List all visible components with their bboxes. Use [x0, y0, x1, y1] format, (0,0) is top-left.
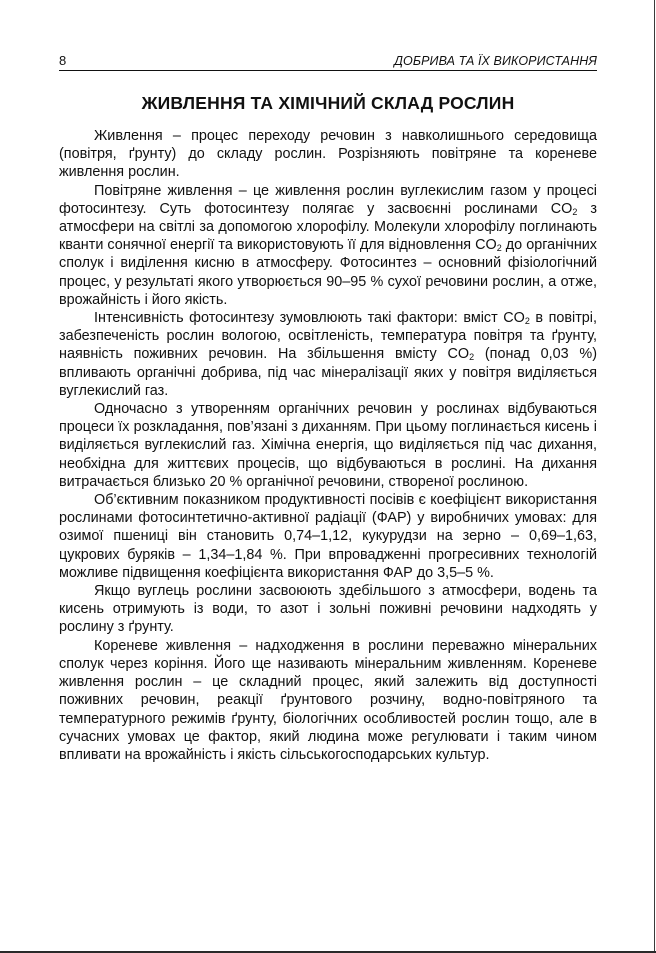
paragraph-6: Якщо вуглець рослини засвоюють здебільшого з атмосфери, водень та кисень отримують із води, то азот і зольні поживні речовини надходять у рослину з ґрунту.: [59, 583, 597, 636]
co2-subscript: 2: [572, 206, 578, 217]
paragraph-1: Живлення – процес переходу речовин з навколишнього середовища (повітря, ґрунту) до складу рослин. Розрізняють повітряне та кореневе живлення рослин.: [59, 128, 597, 181]
paragraph-2-part-3: до органічних сполук і виділення кисню в атмосферу. Фотосинтез – основний фізіологічний процес, у результаті якого утворюється 90–95 % сухої речовини рослин, а отже, врожайність і його якість.: [59, 237, 597, 308]
co2-subscript: 2: [524, 316, 530, 327]
paragraph-3-part-3: (понад 0,03 %) впливають органічні добрива, під час мінералізації яких у повітря виділяється вуглекислий газ.: [59, 346, 598, 399]
paragraph-2-part-1: Повітряне живлення – це живлення рослин вуглекислим газом у процесі фотосинтезу. Суть фотосинтезу полягає у засвоєнні рослинами CO: [59, 182, 597, 217]
paragraph-2: [59, 182, 597, 309]
paragraph-4: Одночасно з утворенням органічних речовин у рослинах відбуваються процеси їх розкладання, пов’язані з диханням. При цьому поглинається кисень і виділяється вуглекислий газ. Хімічна енергія, що виділяється під час дихання, необхідна для життєвих процесів, що відбуваються в рослині. На дихання витрачається близько 20 % органічної речовини, створеної рослиною.: [59, 401, 597, 490]
paragraph-2-part-2: з атмосфери на світлі за допомогою хлорофілу. Молекули хлорофілу поглинають кванти сонячної енергії та використовують її для відновлення CO: [59, 200, 597, 254]
running-title: ДОБРИВА ТА ЇХ ВИКОРИСТАННЯ: [394, 54, 597, 68]
page-edge-right: [654, 0, 655, 953]
paragraph-3-part-1: Інтенсивність фотосинтезу зумовлюють такі фактори: вміст CO: [94, 310, 525, 327]
body-text: [59, 127, 597, 764]
paragraph-3: [59, 309, 597, 400]
page-header: [59, 51, 597, 71]
paragraph-5: Об’єктивним показником продуктивності посівів є коефіцієнт використання рослинами фотосинтетично-активної радіації (ФАР) у виробничих умовах: для озимої пшениці він становить 0,74–1,12, кукурудзи на зерно – 0,69–1,63, цукрових буряків – 1,34–1,84 %. При впровадженні прогресивних технологій можливе підвищення коефіцієнта використання ФАР до 3,5–5 %.: [59, 492, 597, 581]
co2-subscript: 2: [469, 352, 475, 363]
paragraph-7: Кореневе живлення – надходження в рослини переважно мінеральних сполук через коріння. Його ще називають мінеральним живленням. Кореневе живлення рослин – це складний процес, який залежить від доступності поживних речовин, реакції ґрунтового розчину, водно-повітряного та температурного режимів ґрунту, біологічних особливостей рослин тощо, але в сучасних умовах це фактор, який людина може регулювати і таким чином впливати на врожайність і якість сільськогосподарських культур.: [59, 637, 597, 763]
paragraph-3-part-2: в повітрі, забезпеченість рослин вологою, освітленість, температура повітря та ґрунту, наявність поживних речовин. На збільшення вмісту CO: [59, 310, 597, 363]
co2-subscript: 2: [496, 243, 502, 254]
chapter-title: ЖИВЛЕННЯ ТА ХІМІЧНИЙ СКЛАД РОСЛИН: [141, 93, 515, 113]
page-number: 8: [59, 53, 67, 68]
header-rule: [59, 70, 597, 71]
